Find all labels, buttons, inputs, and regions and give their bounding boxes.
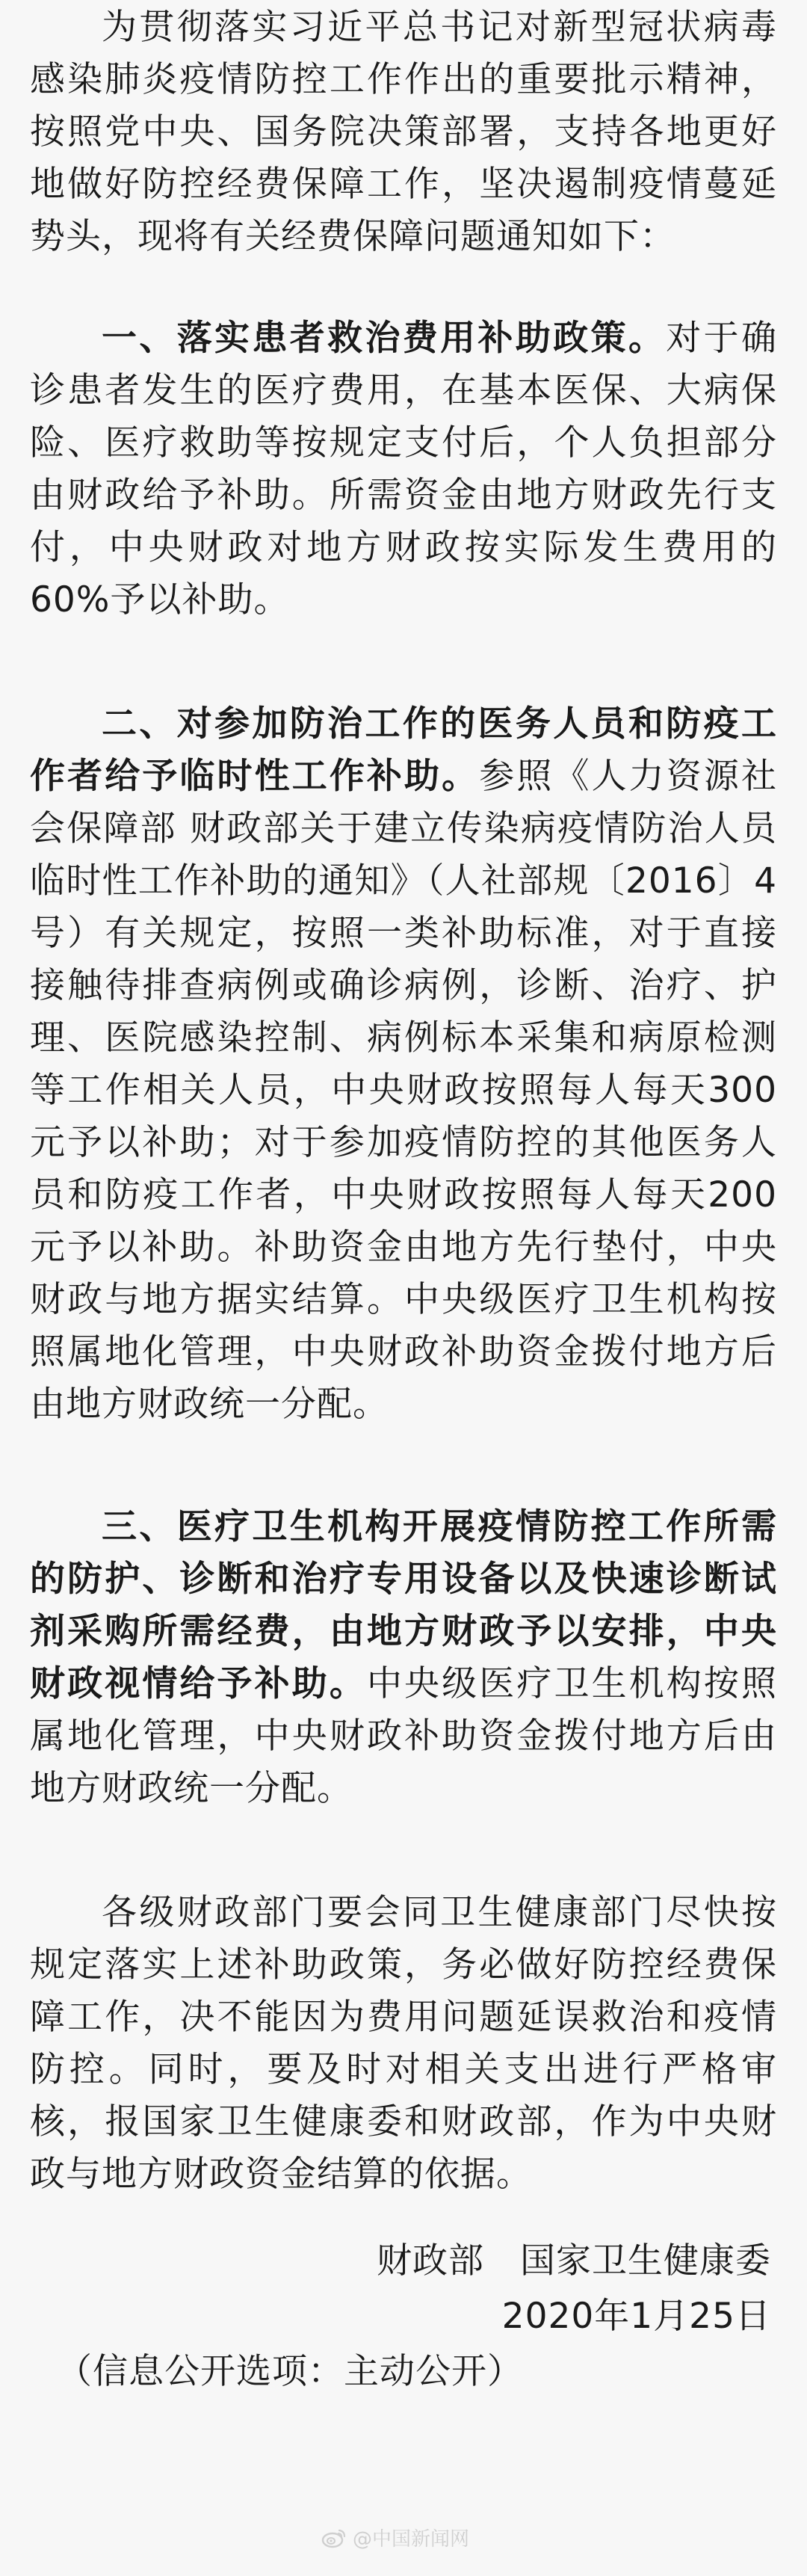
weibo-icon — [321, 2527, 347, 2548]
section-2-paragraph — [30, 698, 777, 1431]
section-1-body: 对于确诊患者发生的医疗费用，在基本医保、大病保险、医疗救助等按规定支付后，个人负担部分由财政给予补助。所需资金由地方财政先行支付，中央财政对地方财政按实际发生费用的60%予以补助。 — [30, 318, 778, 620]
closing-paragraph: 各级财政部门要会同卫生健康部门尽快按规定落实上述补助政策，务必做好防控经费保障工作，决不能因为费用问题延误救治和疫情防控。同时，要及时对相关支出进行严格审核，报国家卫生健康委和财政部，作为中央财政与地方财政资金结算的依据。 — [30, 1892, 777, 2195]
signature-date: 2020年1月25日 — [501, 2296, 771, 2337]
disclosure-note: （信息公开选项：主动公开） — [57, 2351, 523, 2392]
section-3-body: 中央级医疗卫生机构按照属地化管理，中央财政补助资金拨付地方后由地方财政统一分配。 — [30, 1663, 778, 1809]
section-3-heading: 三、医疗卫生机构开展疫情防控工作所需的防护、诊断和治疗专用设备以及快速诊断试剂采购所需经费，由地方财政予以安排，中央财政视情给予补助。 — [30, 1506, 777, 1704]
section-1-paragraph — [30, 312, 777, 626]
intro-paragraph: 为贯彻落实习近平总书记对新型冠状病毒感染肺炎疫情防控工作作出的重要批示精神，按照党中央、国务院决策部署，支持各地更好地做好防控经费保障工作，坚决遏制疫情蔓延势头，现将有关经费保障问题通知如下： — [30, 7, 777, 257]
watermark-text: @中国新闻网 — [353, 2528, 470, 2551]
section-2-heading: 二、对参加防治工作的医务人员和防疫工作者给予临时性工作补助。 — [30, 703, 777, 797]
section-1-heading: 一、落实患者救治费用补助政策。 — [102, 318, 667, 359]
section-2-body: 参照《人力资源社会保障部 财政部关于建立传染病疫情防治人员临时性工作补助的通知》（人社部规〔2016〕4号）有关规定，按照一类补助标准，对于直接接触待排查病例或确诊病例，诊断、治疗、护理、医院感染控制、病例标本采集和病原检测等工作相关人员，中央财政按照每人每天300元予以补助；对于参加疫情防控的其他医务人员和防疫工作者，中央财政按照每人每天200元予以补助。补助资金由地方先行垫付，中央财政与地方据实结算。中央级医疗卫生机构按照属地化管理，中央财政补助资金拨付地方后由地方财政统一分配。 — [30, 756, 778, 1425]
watermark — [321, 2524, 469, 2551]
section-3-paragraph — [30, 1501, 777, 1815]
signature-organizations: 财政部 国家卫生健康委 — [377, 2240, 771, 2281]
